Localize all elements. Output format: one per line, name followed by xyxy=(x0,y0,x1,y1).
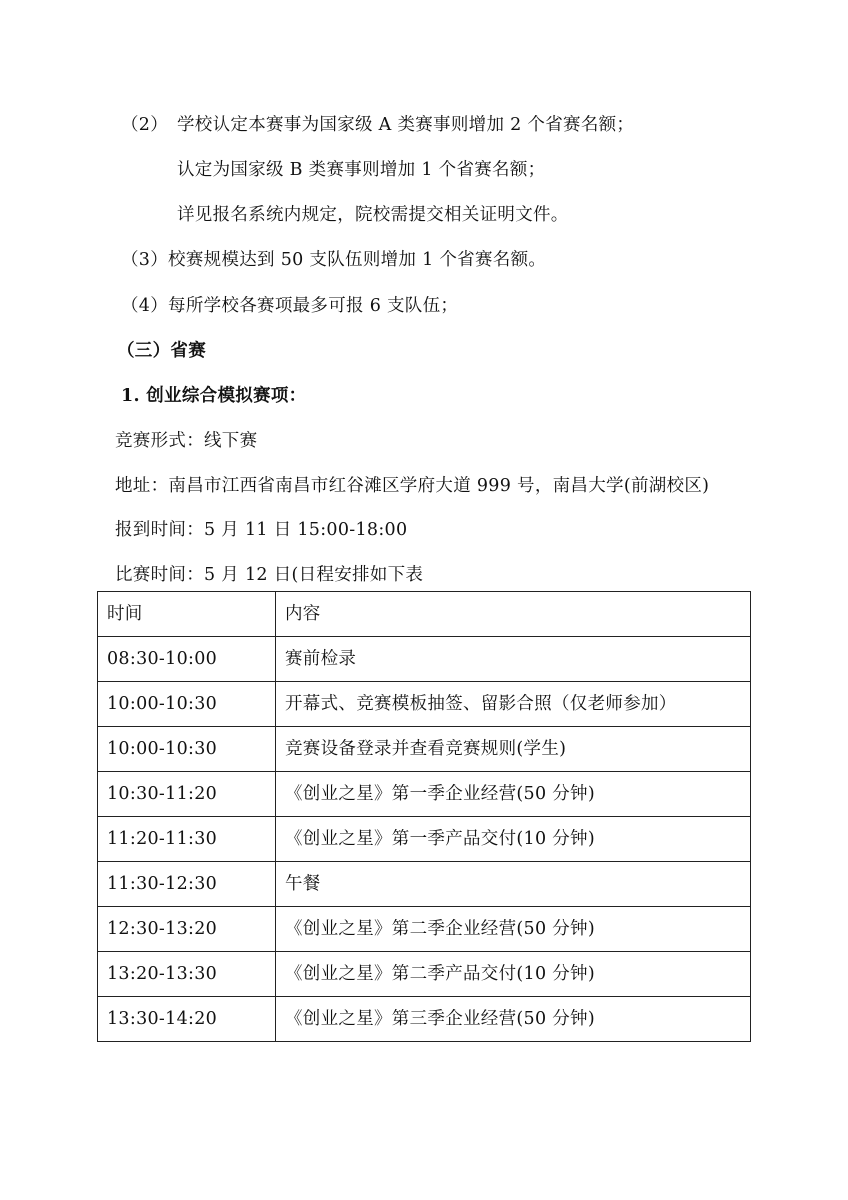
row-time: 12:30-13:20 xyxy=(98,907,276,952)
row-content: 竞赛设备登录并查看竞赛规则(学生) xyxy=(276,727,751,772)
table-row xyxy=(98,862,751,907)
row-time: 13:20-13:30 xyxy=(98,952,276,997)
row-time: 08:30-10:00 xyxy=(98,637,276,682)
row-time: 11:20-11:30 xyxy=(98,817,276,862)
competition-format: 竞赛形式：线下赛 xyxy=(115,431,258,451)
table-row xyxy=(98,772,751,817)
row-time: 11:30-12:30 xyxy=(98,862,276,907)
quota-item-2-line-2: 认定为国家级 B 类赛事则增加 1 个省赛名额； xyxy=(177,160,546,180)
row-time: 13:30-14:20 xyxy=(98,997,276,1042)
table-row xyxy=(98,682,751,727)
row-time: 10:30-11:20 xyxy=(98,772,276,817)
header-time: 时间 xyxy=(98,592,276,637)
section-heading-provincial: （三）省赛 xyxy=(117,341,206,361)
checkin-time: 报到时间：5 月 11 日 15:00-18:00 xyxy=(115,520,408,540)
row-content: 赛前检录 xyxy=(276,637,751,682)
header-content: 内容 xyxy=(276,592,751,637)
schedule-table xyxy=(97,591,751,1042)
row-content: 午餐 xyxy=(276,862,751,907)
table-row xyxy=(98,952,751,997)
row-content: 《创业之星》第三季企业经营(50 分钟) xyxy=(276,997,751,1042)
table-row xyxy=(98,997,751,1042)
row-content: 开幕式、竞赛模板抽签、留影合照（仅老师参加） xyxy=(276,682,751,727)
subsection-heading-event: 1. 创业综合模拟赛项： xyxy=(121,386,307,406)
quota-item-2-line-3: 详见报名系统内规定，院校需提交相关证明文件。 xyxy=(177,205,569,225)
quota-item-3: （3）校赛规模达到 50 支队伍则增加 1 个省赛名额。 xyxy=(121,250,547,270)
table-row xyxy=(98,637,751,682)
match-time: 比赛时间：5 月 12 日(日程安排如下表 xyxy=(115,565,424,585)
quota-item-2-prefix: （2） xyxy=(121,115,169,135)
table-header-row xyxy=(98,592,751,637)
table-row xyxy=(98,907,751,952)
table-row xyxy=(98,727,751,772)
row-content: 《创业之星》第二季企业经营(50 分钟) xyxy=(276,907,751,952)
row-time: 10:00-10:30 xyxy=(98,727,276,772)
quota-item-4: （4）每所学校各赛项最多可报 6 支队伍； xyxy=(121,296,459,316)
quota-item-2-line-1: 学校认定本赛事为国家级 A 类赛事则增加 2 个省赛名额； xyxy=(177,115,635,135)
row-content: 《创业之星》第一季产品交付(10 分钟) xyxy=(276,817,751,862)
venue-address: 地址：南昌市江西省南昌市红谷滩区学府大道 999 号，南昌大学(前湖校区) xyxy=(115,476,710,496)
row-content: 《创业之星》第一季企业经营(50 分钟) xyxy=(276,772,751,817)
row-time: 10:00-10:30 xyxy=(98,682,276,727)
row-content: 《创业之星》第二季产品交付(10 分钟) xyxy=(276,952,751,997)
table-row xyxy=(98,817,751,862)
